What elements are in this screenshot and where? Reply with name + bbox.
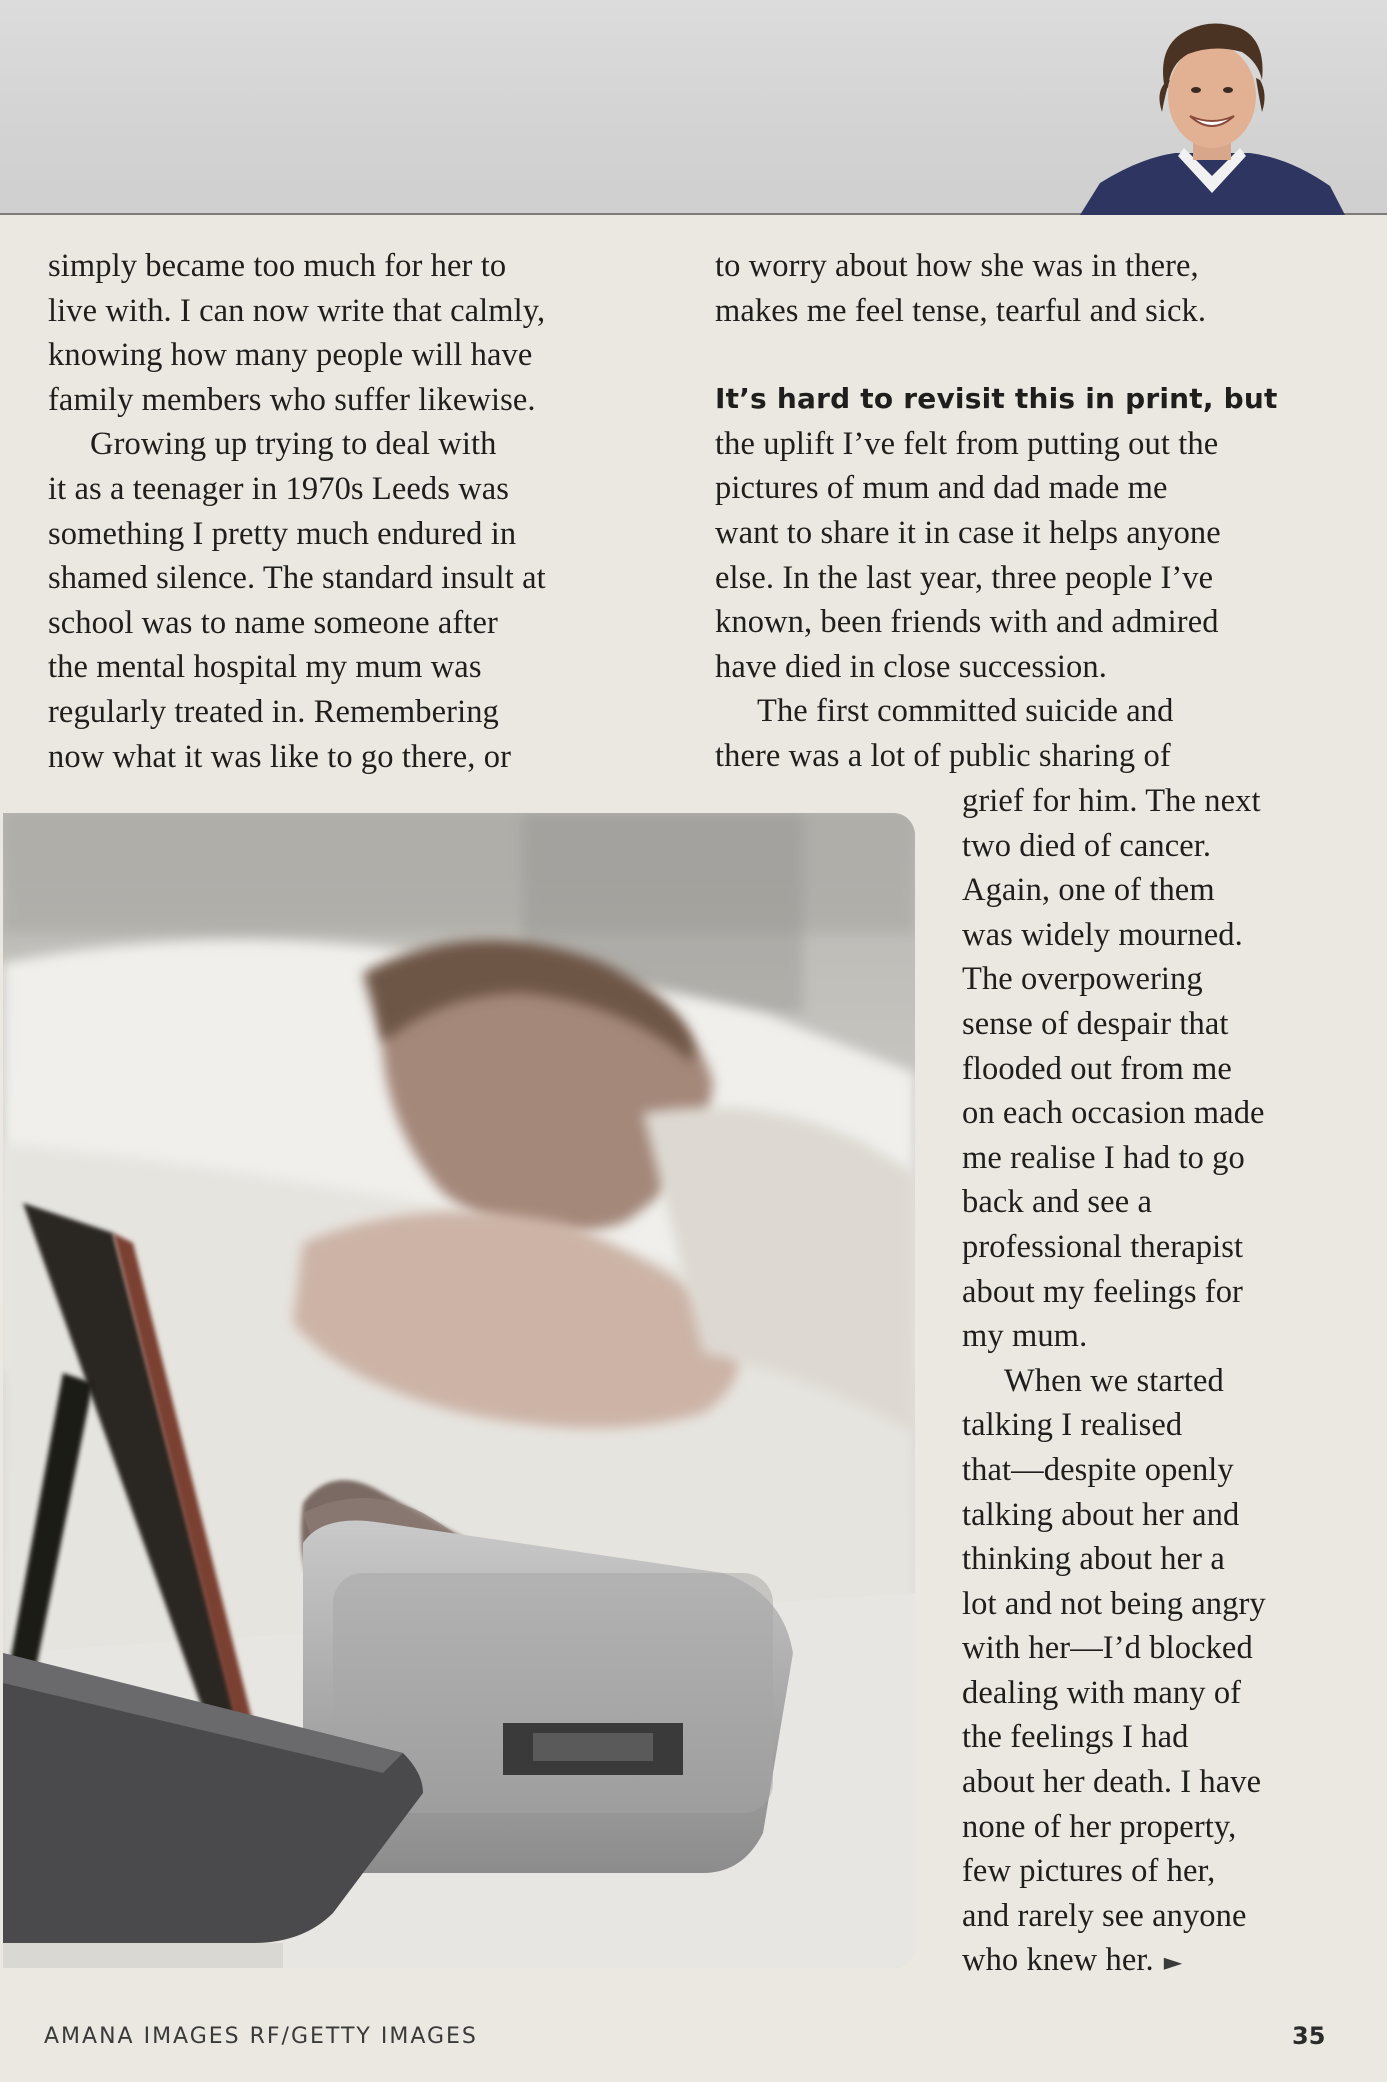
- text-line: have died in close succession.: [715, 648, 1107, 685]
- text-line: the feelings I had: [962, 1719, 1189, 1756]
- text-line: known, been friends with and admired: [715, 604, 1219, 641]
- text-line: few pictures of her,: [962, 1853, 1216, 1890]
- text-line: talking I realised: [962, 1407, 1183, 1444]
- text-line: it as a teenager in 1970s Leeds was: [48, 470, 510, 507]
- text-line: that—despite openly: [962, 1451, 1234, 1488]
- last-line-text: who knew her.: [962, 1942, 1154, 1979]
- text-line: simply became too much for her to: [48, 248, 507, 284]
- text-line: pictures of mum and dad made me: [715, 470, 1168, 507]
- text-line: my mum.: [962, 1318, 1088, 1355]
- text-line: The first committed suicide and: [757, 693, 1174, 730]
- text-line: grief for him. The next: [962, 783, 1261, 819]
- narrow-column: [962, 779, 1362, 1985]
- text-line: back and see a: [962, 1184, 1152, 1221]
- continue-arrow-icon: ►: [1163, 1948, 1183, 1977]
- text-line: live with. I can now write that calmly,: [48, 292, 546, 329]
- text-line: on each occasion made: [962, 1095, 1265, 1132]
- text-line: When we started: [1004, 1362, 1224, 1399]
- photo-credit: AMANA IMAGES RF/GETTY IMAGES: [44, 2024, 478, 2049]
- text-line: me realise I had to go: [962, 1139, 1245, 1176]
- text-line: [962, 1938, 1362, 1985]
- text-line: and rarely see anyone: [962, 1897, 1247, 1934]
- text-line: else. In the last year, three people I’ve: [715, 559, 1214, 596]
- paragraph: [715, 244, 1355, 333]
- text-line: The overpowering: [962, 961, 1203, 998]
- text-line: Again, one of them: [962, 872, 1215, 909]
- text-line: dealing with many of: [962, 1674, 1242, 1711]
- text-line: makes me feel tense, tearful and sick.: [715, 292, 1207, 329]
- text-line: there was a lot of public sharing of: [715, 737, 1171, 774]
- text-line: to worry about how she was in there,: [715, 248, 1199, 284]
- text-line: thinking about her a: [962, 1541, 1225, 1578]
- paragraph: [715, 377, 1355, 689]
- text-line: about my feelings for: [962, 1273, 1243, 1310]
- text-line: knowing how many people will have: [48, 337, 533, 374]
- text-line: professional therapist: [962, 1228, 1244, 1265]
- text-line: two died of cancer.: [962, 827, 1212, 864]
- lead-in: It’s hard to revisit this in print, but: [715, 382, 1278, 416]
- paragraph: [48, 244, 668, 422]
- text-line: school was to name someone after: [48, 604, 498, 641]
- text-line: sense of despair that: [962, 1005, 1229, 1042]
- paragraph: [962, 779, 1362, 1359]
- author-portrait: [1080, 8, 1345, 215]
- text-line: something I pretty much endured in: [48, 515, 517, 552]
- text-line: was widely mourned.: [962, 916, 1243, 953]
- text-line: the uplift I’ve felt from putting out the: [715, 425, 1219, 462]
- paragraph: [962, 1359, 1362, 1985]
- text-line: talking about her and: [962, 1496, 1240, 1533]
- page-number: 35: [1292, 2022, 1326, 2050]
- text-line: family members who suffer likewise.: [48, 381, 536, 418]
- text-line: flooded out from me: [962, 1050, 1232, 1087]
- text-line: shamed silence. The standard insult at: [48, 560, 546, 597]
- text-line: regularly treated in. Remembering: [48, 693, 499, 730]
- text-line: now what it was like to go there, or: [48, 738, 512, 775]
- text-line: lot and not being angry: [962, 1585, 1266, 1622]
- paragraph: [715, 689, 1355, 778]
- text-line: Growing up trying to deal with: [90, 426, 497, 463]
- text-line: want to share it in case it helps anyone: [715, 514, 1221, 551]
- text-line: the mental hospital my mum was: [48, 649, 482, 686]
- text-line: none of her property,: [962, 1808, 1237, 1845]
- right-column: [715, 244, 1355, 779]
- left-column: [48, 244, 668, 779]
- article-photo: [3, 813, 915, 1968]
- text-line: about her death. I have: [962, 1764, 1262, 1801]
- text-line: with her—I’d blocked: [962, 1630, 1253, 1667]
- paragraph: [48, 422, 668, 779]
